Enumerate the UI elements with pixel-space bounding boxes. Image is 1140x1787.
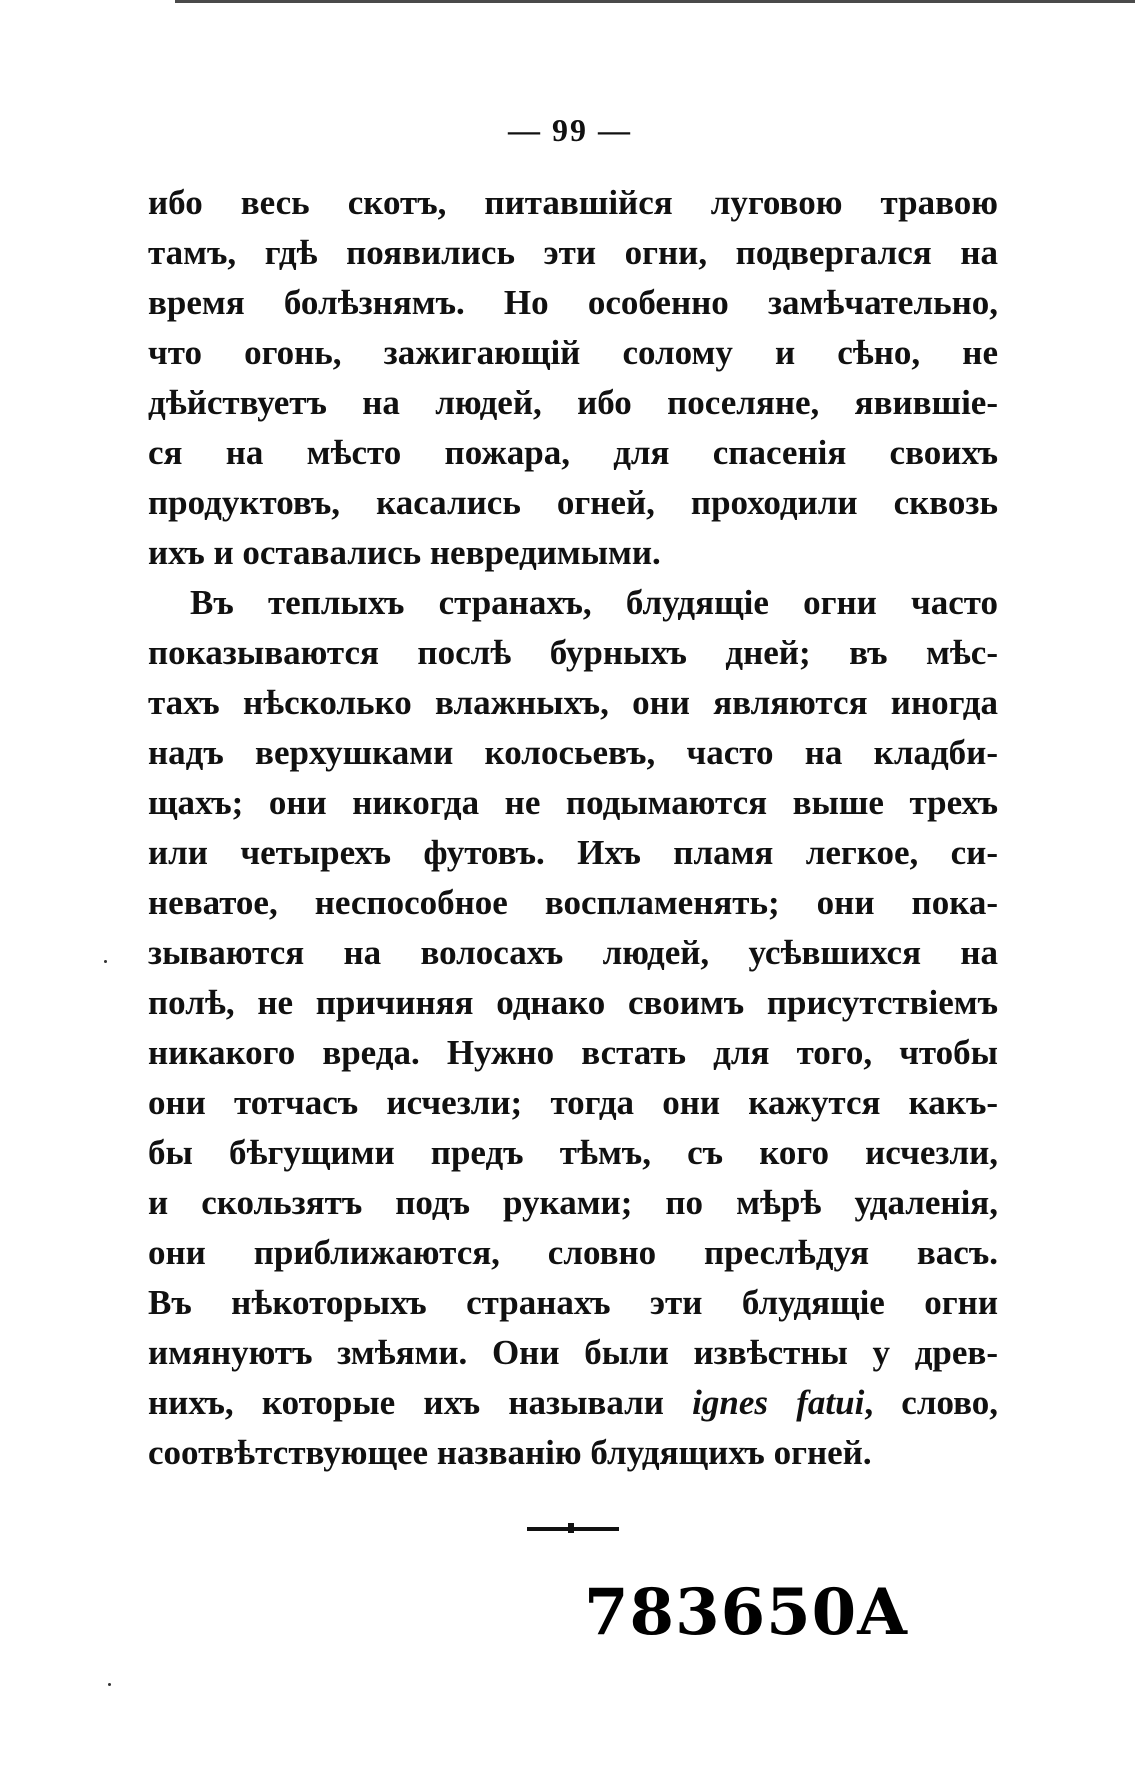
text-line: они приближаются, словно преслѣдуя васъ.	[148, 1233, 998, 1272]
text-line: имянуютъ змѣями. Они были извѣстны у древ-	[148, 1333, 998, 1372]
top-edge-rule	[175, 0, 1135, 9]
body-text	[148, 178, 998, 1478]
text-line: полѣ, не причиняя однако своимъ присутствіемъ	[148, 983, 998, 1022]
text-line: тамъ, гдѣ появились эти огни, подвергался на	[148, 233, 998, 272]
text-line: неватое, неспособное воспламенять; они пока-	[148, 883, 998, 922]
text-segment: , слово,	[864, 1383, 998, 1422]
text-line: продуктовъ, касались огней, проходили сквозь	[148, 483, 998, 522]
text-line: Въ нѣкоторыхъ странахъ эти блудящіе огни	[148, 1283, 998, 1322]
page-number: — 99 —	[508, 112, 632, 148]
divider-tick	[568, 1523, 574, 1533]
text-line: соотвѣтствующее названію блудящихъ огней.	[148, 1433, 872, 1472]
text-line: дѣйствуетъ на людей, ибо поселяне, явившіе-	[148, 383, 998, 422]
latin-phrase: ignes fatui	[692, 1383, 865, 1422]
text-line: время болѣзнямъ. Но особенно замѣчательно,	[148, 283, 998, 322]
paper-speck	[108, 1683, 111, 1686]
text-line: Въ теплыхъ странахъ, блудящіе огни часто	[190, 583, 998, 622]
text-line: никакого вреда. Нужно встать для того, чтобы	[148, 1033, 998, 1072]
text-line: зываются на волосахъ людей, усѣвшихся на	[148, 933, 998, 972]
text-line: они тотчасъ исчезли; тогда они кажутся какъ-	[148, 1083, 998, 1122]
text-line: показываются послѣ бурныхъ дней; въ мѣс-	[148, 633, 998, 672]
text-line: или четырехъ футовъ. Ихъ пламя легкое, си-	[148, 833, 998, 872]
text-line: и скользятъ подъ руками; по мѣрѣ удаленія,	[148, 1183, 998, 1222]
text-line: надъ верхушками колосьевъ, часто на кладби-	[148, 733, 998, 772]
text-line-with-latin	[148, 1378, 998, 1428]
text-line: бы бѣгущими предъ тѣмъ, съ кого исчезли,	[148, 1133, 998, 1172]
text-line: щахъ; они никогда не подымаются выше трехъ	[148, 783, 998, 822]
text-segment: нихъ, которые ихъ называли	[148, 1383, 664, 1422]
text-line: что огонь, зажигающій солому и сѣно, не	[148, 333, 998, 372]
paper-speck	[104, 960, 107, 963]
text-line: ибо весь скотъ, питавшійся луговою травою	[148, 183, 998, 222]
text-line: ихъ и оставались невредимыми.	[148, 533, 661, 572]
text-line: тахъ нѣсколько влажныхъ, они являются иногда	[148, 683, 998, 722]
library-stamp-number: 783650A	[584, 1575, 908, 1650]
text-line: ся на мѣсто пожара, для спасенія своихъ	[148, 433, 998, 472]
